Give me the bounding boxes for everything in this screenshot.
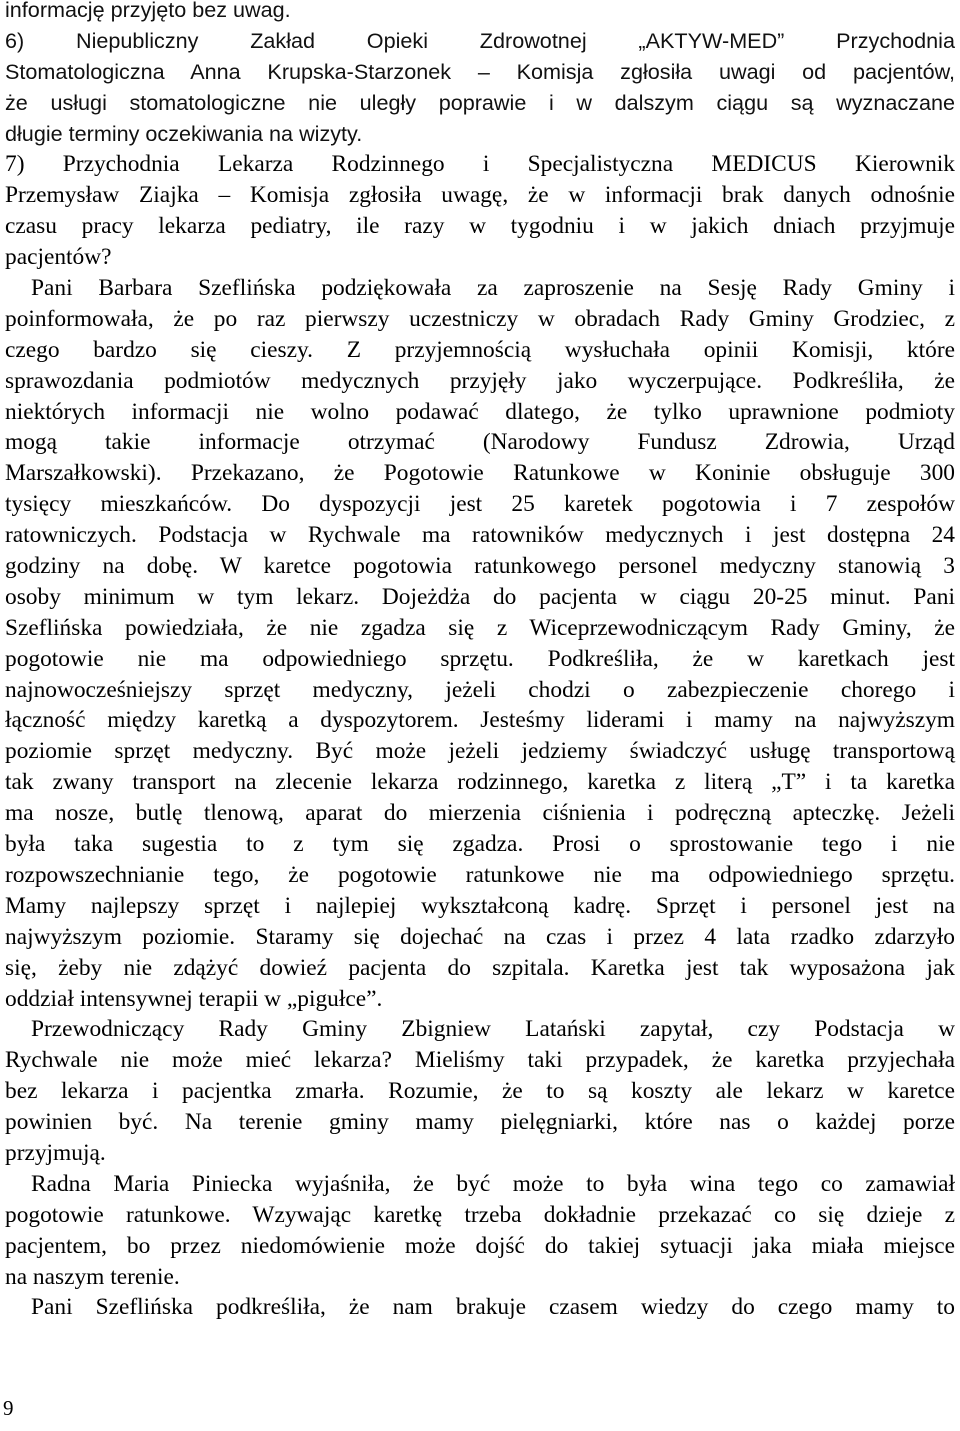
text-line: tak zwany transport na zlecenie lekarza rodzinnego, karetka z literą „T” i ta karetka bbox=[5, 769, 955, 796]
text-line: pogotowie ratunkowe. Wzywając karetkę trzeba dokładnie przekazać co się dzieje z bbox=[5, 1201, 955, 1228]
text-line: powinien być. Na terenie gminy mamy pielęgniarki, które nas o każdej porze bbox=[5, 1109, 955, 1136]
text-line: mogą takie informacje otrzymać (Narodowy Fundusz Zdrowia, Urząd bbox=[5, 429, 955, 456]
text-line: ma nosze, butlę tlenową, aparat do mierzenia ciśnienia i podręczną apteczkę. Jeżeli bbox=[5, 800, 955, 827]
text-line: Rychwale nie może mieć lekarza? Mieliśmy taki przypadek, że karetka przyjechała bbox=[5, 1047, 955, 1074]
text-line: pacjentem, bo przez niedomówienie może dojść do takiej sytuacji jaka miała miejsce bbox=[5, 1232, 955, 1259]
text-line: Przemysław Ziajka – Komisja zgłosiła uwagę, że w informacji brak danych odnośnie bbox=[5, 182, 955, 209]
text-line: 6) Niepubliczny Zakład Opieki Zdrowotnej „AKTYW-MED” Przychodnia bbox=[5, 27, 955, 53]
text-line: niektórych informacji nie wolno podawać dlatego, że tylko uprawnione podmioty bbox=[5, 398, 955, 425]
text-line: sprawozdania podmiotów medycznych przyjęły jako wyczerpujące. Podkreśliła, że bbox=[5, 367, 955, 394]
text-line: najnowocześniejszy sprzęt medyczny, jeżeli chodzi o zabezpieczenie chorego i bbox=[5, 676, 955, 703]
text-line: pacjentów? bbox=[5, 244, 112, 271]
text-line: pogotowie nie ma odpowiedniego sprzętu. Podkreśliła, że w karetkach jest bbox=[5, 645, 955, 672]
text-line: Mamy najlepszy sprzęt i najlepiej wykształconą kadrę. Sprzęt i personel jest na bbox=[5, 892, 955, 919]
text-line: długie terminy oczekiwania na wizyty. bbox=[5, 120, 363, 146]
text-line: godziny na dobę. W karetce pogotowia ratunkowego personel medyczny stanowią 3 bbox=[5, 553, 955, 580]
text-line: poinformowała, że po raz pierwszy uczestniczy w obradach Rady Gminy Grodziec, z bbox=[5, 305, 955, 332]
text-line: poziomie sprzęt medyczny. Być może jeżeli jedziemy świadczyć usługę transportową bbox=[5, 738, 955, 765]
text-line: na naszym terenie. bbox=[5, 1263, 180, 1290]
page-number: 9 bbox=[3, 1396, 14, 1420]
text-line: Radna Maria Piniecka wyjaśniła, że być może to była wina tego co zamawiał bbox=[31, 1170, 955, 1197]
text-line: Pani Szeflińska podkreśliła, że nam brakuje czasem wiedzy do czego mamy to bbox=[31, 1294, 955, 1321]
text-line: informację przyjęto bez uwag. bbox=[5, 0, 291, 22]
text-line: najwyższym poziomie. Staramy się dojechać na czas i przez 4 lata rzadko zdarzyło bbox=[5, 923, 955, 950]
text-line: łączność między karetką a dyspozytorem. Jesteśmy liderami i mamy na najwyższym bbox=[5, 707, 955, 734]
text-line: rozpowszechnianie tego, że pogotowie ratunkowe nie ma odpowiedniego sprzętu. bbox=[5, 861, 955, 888]
text-line: Marszałkowski). Przekazano, że Pogotowie Ratunkowe w Koninie obsługuje 300 bbox=[5, 460, 955, 487]
text-line: przyjmują. bbox=[5, 1139, 106, 1166]
text-line: tysięcy mieszkańców. Do dyspozycji jest 25 karetek pogotowia i 7 zespołów bbox=[5, 491, 955, 518]
text-line: bez lekarza i pacjentka zmarła. Rozumie, że to są koszty ale lekarz w karetce bbox=[5, 1078, 955, 1105]
text-line: że usługi stomatologiczne nie uległy poprawie i w dalszym ciągu są wyznaczane bbox=[5, 89, 955, 115]
text-line: Przewodniczący Rady Gminy Zbigniew Latański zapytał, czy Podstacja w bbox=[31, 1016, 955, 1043]
text-line: się, żeby nie zdążyć dowieź pacjenta do szpitala. Karetka jest tak wyposażona jak bbox=[5, 954, 955, 981]
text-line: czego bardzo się cieszy. Z przyjemnością wysłuchała opinii Komisji, które bbox=[5, 336, 955, 363]
text-line: Stomatologiczna Anna Krupska-Starzonek – Komisja zgłosiła uwagi od pacjentów, bbox=[5, 58, 955, 84]
text-line: była taka sugestia to z tym się zgadza. Prosi o sprostowanie tego i nie bbox=[5, 831, 955, 858]
text-line: osoby minimum w tym lekarz. Dojeżdża do pacjenta w ciągu 20-25 minut. Pani bbox=[5, 583, 955, 610]
text-line: ratowniczych. Podstacja w Rychwale ma ratowników medycznych i jest dostępna 24 bbox=[5, 522, 955, 549]
text-line: czasu pracy lekarza pediatry, ile razy w tygodniu i w jakich dniach przyjmuje bbox=[5, 213, 955, 240]
text-line: Szeflińska powiedziała, że nie zgadza się z Wiceprzewodniczącym Rady Gminy, że bbox=[5, 614, 955, 641]
text-line: 7) Przychodnia Lekarza Rodzinnego i Specjalistyczna MEDICUS Kierownik bbox=[5, 151, 955, 178]
text-line: Pani Barbara Szeflińska podziękowała za zaproszenie na Sesję Rady Gminy i bbox=[31, 275, 955, 302]
text-line: oddział intensywnej terapii w „pigułce”. bbox=[5, 985, 383, 1012]
document-body bbox=[5, 0, 955, 1323]
